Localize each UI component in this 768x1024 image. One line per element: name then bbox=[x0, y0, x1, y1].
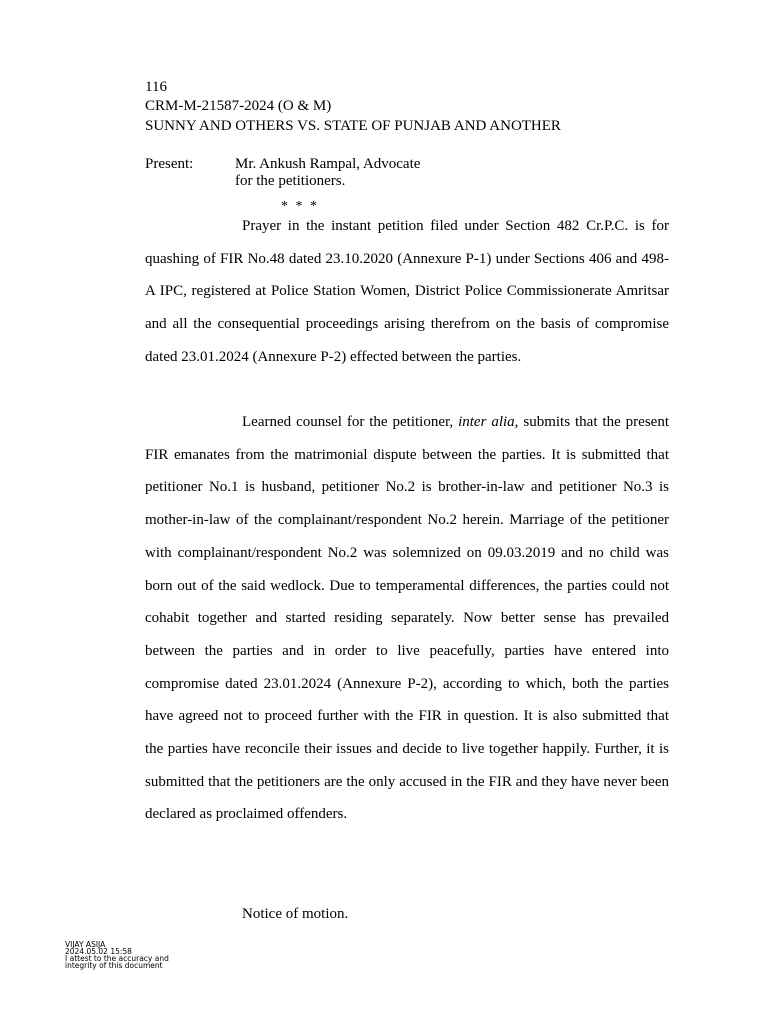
signature-attest-line1: I attest to the accuracy and bbox=[65, 954, 169, 963]
case-title: SUNNY AND OTHERS VS. STATE OF PUNJAB AND ANOTHER bbox=[145, 118, 561, 134]
para2-rest: submits that the present FIR emanates from the matrimonial dispute between the parties. It is submitted that petitioner No.1 is husband, petitioner No.2 is brother-in-law and petitioner No.3 is mother-in-law of the complainant/respondent No.2 herein. Marriage of the petitioner with complainant/respondent No.2 was solemnized on 09.03.2019 and no child was born out of the said wedlock. Due to temperamental differences, the parties could not cohabit together and started residing separately. Now better sense has prevailed between the parties and in order to live peacefully, parties have entered into compromise dated 23.01.2024 (Annexure P-2), according to which, both the parties have agreed not to proceed further with the FIR in question. It is also submitted that the parties have reconcile their issues and decide to live together happily. Further, it is submitted that the petitioners are the only accused in the FIR and they have never been declared as proclaimed offenders. bbox=[145, 414, 669, 823]
paragraph-submissions bbox=[145, 406, 669, 831]
signature-name: VIJAY ASIJA bbox=[65, 940, 106, 949]
notice-of-motion: Notice of motion. bbox=[242, 906, 349, 922]
present-counsel: Mr. Ankush Rampal, Advocate bbox=[235, 156, 421, 172]
signature-attest-line2: integrity of this document bbox=[65, 961, 163, 970]
case-number: CRM-M-21587-2024 (O & M) bbox=[145, 98, 332, 114]
present-label: Present: bbox=[145, 156, 194, 172]
para2-italic: inter alia, bbox=[458, 414, 519, 430]
para2-lead: Learned counsel for the petitioner, bbox=[242, 414, 454, 430]
signature-datetime: 2024.05.02 15:58 bbox=[65, 947, 132, 956]
present-for: for the petitioners. bbox=[235, 173, 346, 189]
page-number: 116 bbox=[145, 79, 167, 95]
paragraph-prayer: Prayer in the instant petition filed under Section 482 Cr.P.C. is for quashing of FIR No.48 dated 23.10.2020 (Annexure P-1) under Sections 406 and 498-A IPC, registered at Police Station Women, District Police Commissionerate Amritsar and all the consequential proceedings arising therefrom on the basis of compromise dated 23.01.2024 (Annexure P-2) effected between the parties. bbox=[145, 218, 669, 365]
section-separator: * * * bbox=[281, 199, 319, 214]
